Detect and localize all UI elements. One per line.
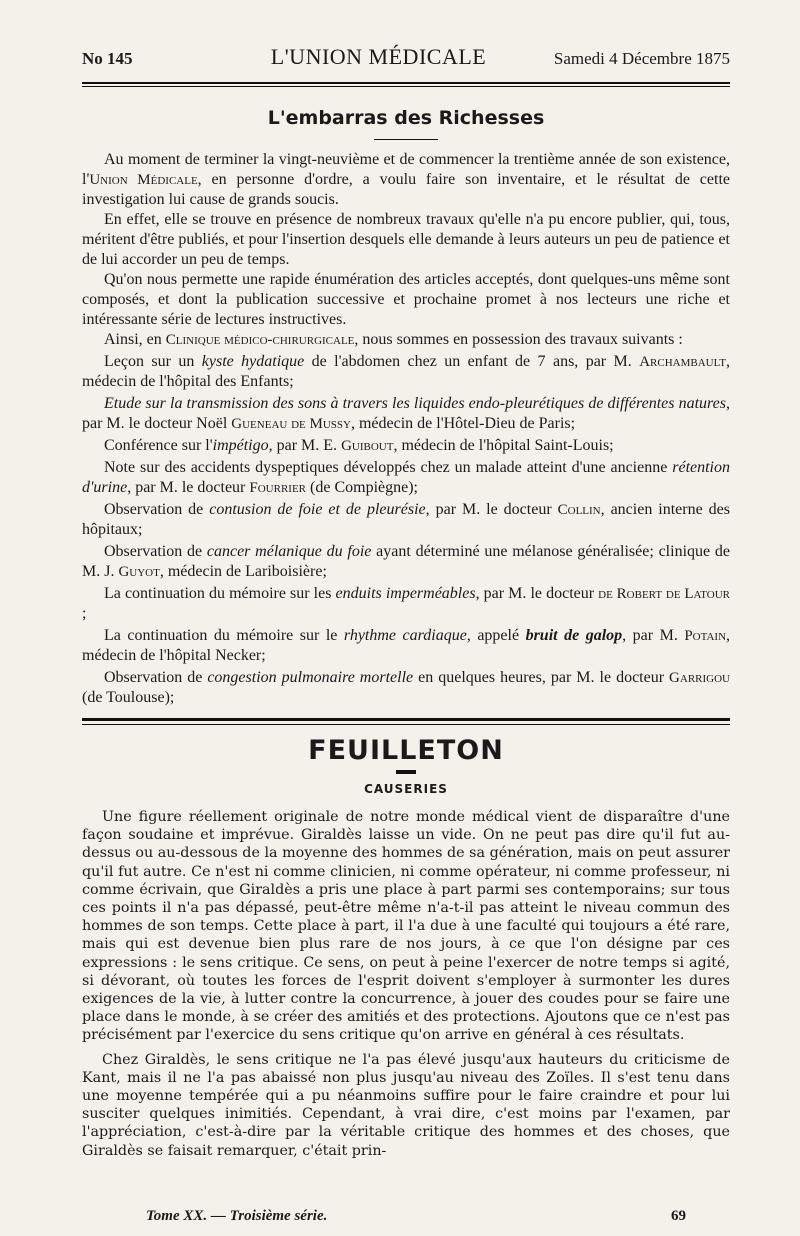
list-item: Note sur des accidents dyspeptiques développés chez un malade atteint d'une ancienne rétention d'urine, par M. le docteur Fourrier (de Compiègne);: [82, 459, 730, 496]
feuilleton-dash: [396, 770, 416, 774]
journal-page: [82, 44, 730, 1160]
page-header: [82, 44, 730, 80]
paragraph: Au moment de terminer la vingt-neuvième et de commencer la trentième année de son existence, l'Union Médicale, en personne d'ordre, a voulu faire son inventaire, et le résultat de cette investigation lui cause de grands soucis.: [82, 151, 731, 208]
issue-number: No 145: [82, 49, 133, 68]
feuilleton-rule: [82, 718, 730, 725]
list-item: La continuation du mémoire sur les enduits imperméables, par M. le docteur de Robert de Latour ;: [82, 585, 731, 622]
article-title: L'embarras des Richesses: [267, 107, 545, 129]
list-item: Etude sur la transmission des sons à travers les liquides endo-pleurétiques de différentes natures, par M. le docteur Noël Gueneau de Mussy, médecin de l'Hôtel-Dieu de Paris;: [82, 395, 730, 432]
list-item: Observation de congestion pulmonaire mortelle en quelques heures, par M. le docteur Garrigou (de Toulouse);: [82, 669, 730, 706]
paragraph: En effet, elle se trouve en présence de nombreux travaux qu'elle n'a pu encore publier, qui, tous, méritent d'être publiés, et pour l'insertion desquels elle demande à leurs auteurs un peu de patience et de lui accorder un peu de temps.: [82, 211, 730, 268]
volume-label: Tome XX. — Troisième série.: [146, 1208, 328, 1224]
title-rule: [374, 139, 438, 140]
feuilleton-body: [82, 808, 730, 1160]
issue-date: Samedi 4 Décembre 1875: [553, 49, 730, 68]
list-item: Conférence sur l'impétigo, par M. E. Guibout, médecin de l'hôpital Saint-Louis;: [104, 437, 614, 454]
paragraph: Ainsi, en Clinique médico-chirurgicale, nous sommes en possession des travaux suivants :: [104, 331, 683, 348]
page-number: 69: [671, 1208, 686, 1224]
paragraph: Une figure réellement originale de notre monde médical vient de disparaître d'une façon soudaine et imprévue. Giraldès laisse un vide. On ne peut pas dire qu'il fut au-dessus ou au-dessous de la moyenne des hommes de sa génération, mais on peut assurer qu'il fut autre. Ce n'est ni comme clinicien, ni comme opérateur, ni comme professeur, ni comme écrivain, que Giraldès a pris une place à part parmi ses contemporains; sur tous ces points il n'a pas dépassé, peut-être même n'a-t-il pas atteint le niveau commun des hommes de son temps. Cette place à part, il l'a due à une faculté qui toujours a été rare, mais qui est devenue bien plus rare de nos jours, à ce que l'on désigne par ces expressions : le sens critique. Ce sens, on peut à peine l'exercer de notre temps si agité, si dévorant, où toutes les forces de l'esprit doivent s'employer à surmonter les dures exigences de la vie, à lutter contre la concurrence, à jouer des coudes pour se faire une place dans le monde, à se créer des amitiés et des protections. Ajoutons que ce n'est pas précisément par l'exercice du sens critique qu'on arrive en général à ces résultats.: [82, 809, 730, 1044]
list-item: Observation de contusion de foie et de pleurésie, par M. le docteur Collin, ancien interne des hôpitaux;: [82, 501, 731, 538]
list-item: Leçon sur un kyste hydatique de l'abdomen chez un enfant de 7 ans, par M. Archambault, médecin de l'hôpital des Enfants;: [82, 353, 731, 390]
paragraph: Qu'on nous permette une rapide énumération des articles acceptés, dont quelques-uns même sont composés, et dont la publication successive et prochaine promet à nos lecteurs une riche et intéressante série de lectures instructives.: [82, 271, 730, 328]
feuilleton-subtitle: CAUSERIES: [364, 782, 448, 796]
paragraph: Chez Giraldès, le sens critique ne l'a pas élevé jusqu'aux hauteurs du criticisme de Kant, mais il ne l'a pas abaissé non plus jusqu'au niveau des Zoïles. Il s'est tenu dans une moyenne tempérée qui a pu néanmoins suffire pour le faire craindre et pour lui susciter quelques inimitiés. Cependant, à vrai dire, c'est moins par l'examen, par l'appréciation, c'est-à-dire par la véritable critique des hommes et des choses, que Giraldès se faisait remarquer, c'était prin-: [82, 1051, 730, 1159]
header-rule: [82, 82, 730, 87]
list-item: La continuation du mémoire sur le rhythme cardiaque, appelé bruit de galop, par M. Potain, médecin de l'hôpital Necker;: [82, 627, 731, 664]
list-item: Observation de cancer mélanique du foie ayant déterminé une mélanose généralisée; clinique de M. J. Guyot, médecin de Lariboisière;: [82, 543, 730, 580]
journal-title: L'UNION MÉDICALE: [270, 44, 487, 69]
feuilleton-title: FEUILLETON: [308, 735, 504, 766]
article-body: [82, 150, 730, 708]
page-footer: [146, 1208, 686, 1225]
